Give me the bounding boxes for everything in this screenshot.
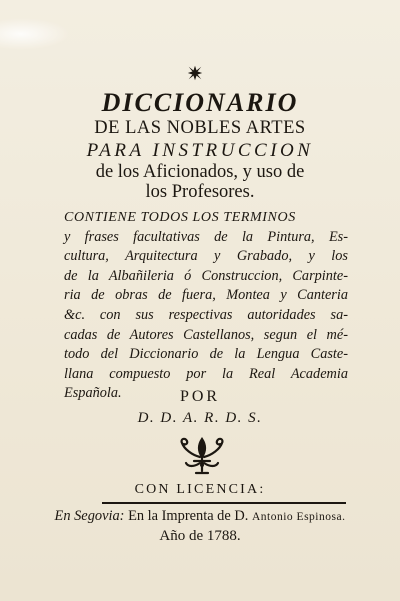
contents-line: todo del Diccionario de la Lengua Caste- <box>64 346 348 363</box>
contents-line: &c. con sus respectivas autoridades sa- <box>64 306 348 323</box>
por-label: POR <box>179 388 221 405</box>
printer-name: Antonio Espinosa. <box>251 511 346 523</box>
imprint-place: En Segovia: <box>54 508 125 524</box>
title-line-2: DE LAS NOBLES ARTES <box>94 118 306 138</box>
cross-pattee-icon <box>186 64 204 82</box>
paper-stain <box>0 18 70 50</box>
title-line-5: los Profesores. <box>145 182 255 202</box>
year-line: Año de 1788. <box>159 528 241 544</box>
author-initials: D. D. A. R. D. S. <box>137 410 263 426</box>
main-title: DICCIONARIO <box>101 88 299 117</box>
contents-line: de la Albañileria ó Construccion, Carpinte- <box>64 267 348 284</box>
contents-line: Española. <box>64 385 122 402</box>
imprint-line <box>0 508 400 525</box>
contents-line: y frases facultativas de la Pintura, Es- <box>64 228 348 245</box>
contents-line: cultura, Arquitectura y Grabado, y los <box>64 248 348 265</box>
imprint-text: En la Imprenta de D. <box>128 508 249 524</box>
contents-line: cadas de Autores Castellanos, segun el mé- <box>64 326 348 343</box>
contents-line: ria de obras de fuera, Montea y Canteria <box>64 287 348 304</box>
contents-line: CONTIENE TODOS LOS TERMINOS <box>64 210 296 225</box>
licencia-line: CON LICENCIA: <box>134 482 266 497</box>
title-line-4: de los Aficionados, y uso de <box>95 162 305 182</box>
title-line-3: PARA INSTRUCCION <box>86 140 314 161</box>
contents-paragraph <box>64 208 348 404</box>
fleur-ornament-icon <box>176 435 228 477</box>
contents-line: llana compuesto por la Real Academia <box>64 365 348 382</box>
divider-rule <box>102 502 346 504</box>
